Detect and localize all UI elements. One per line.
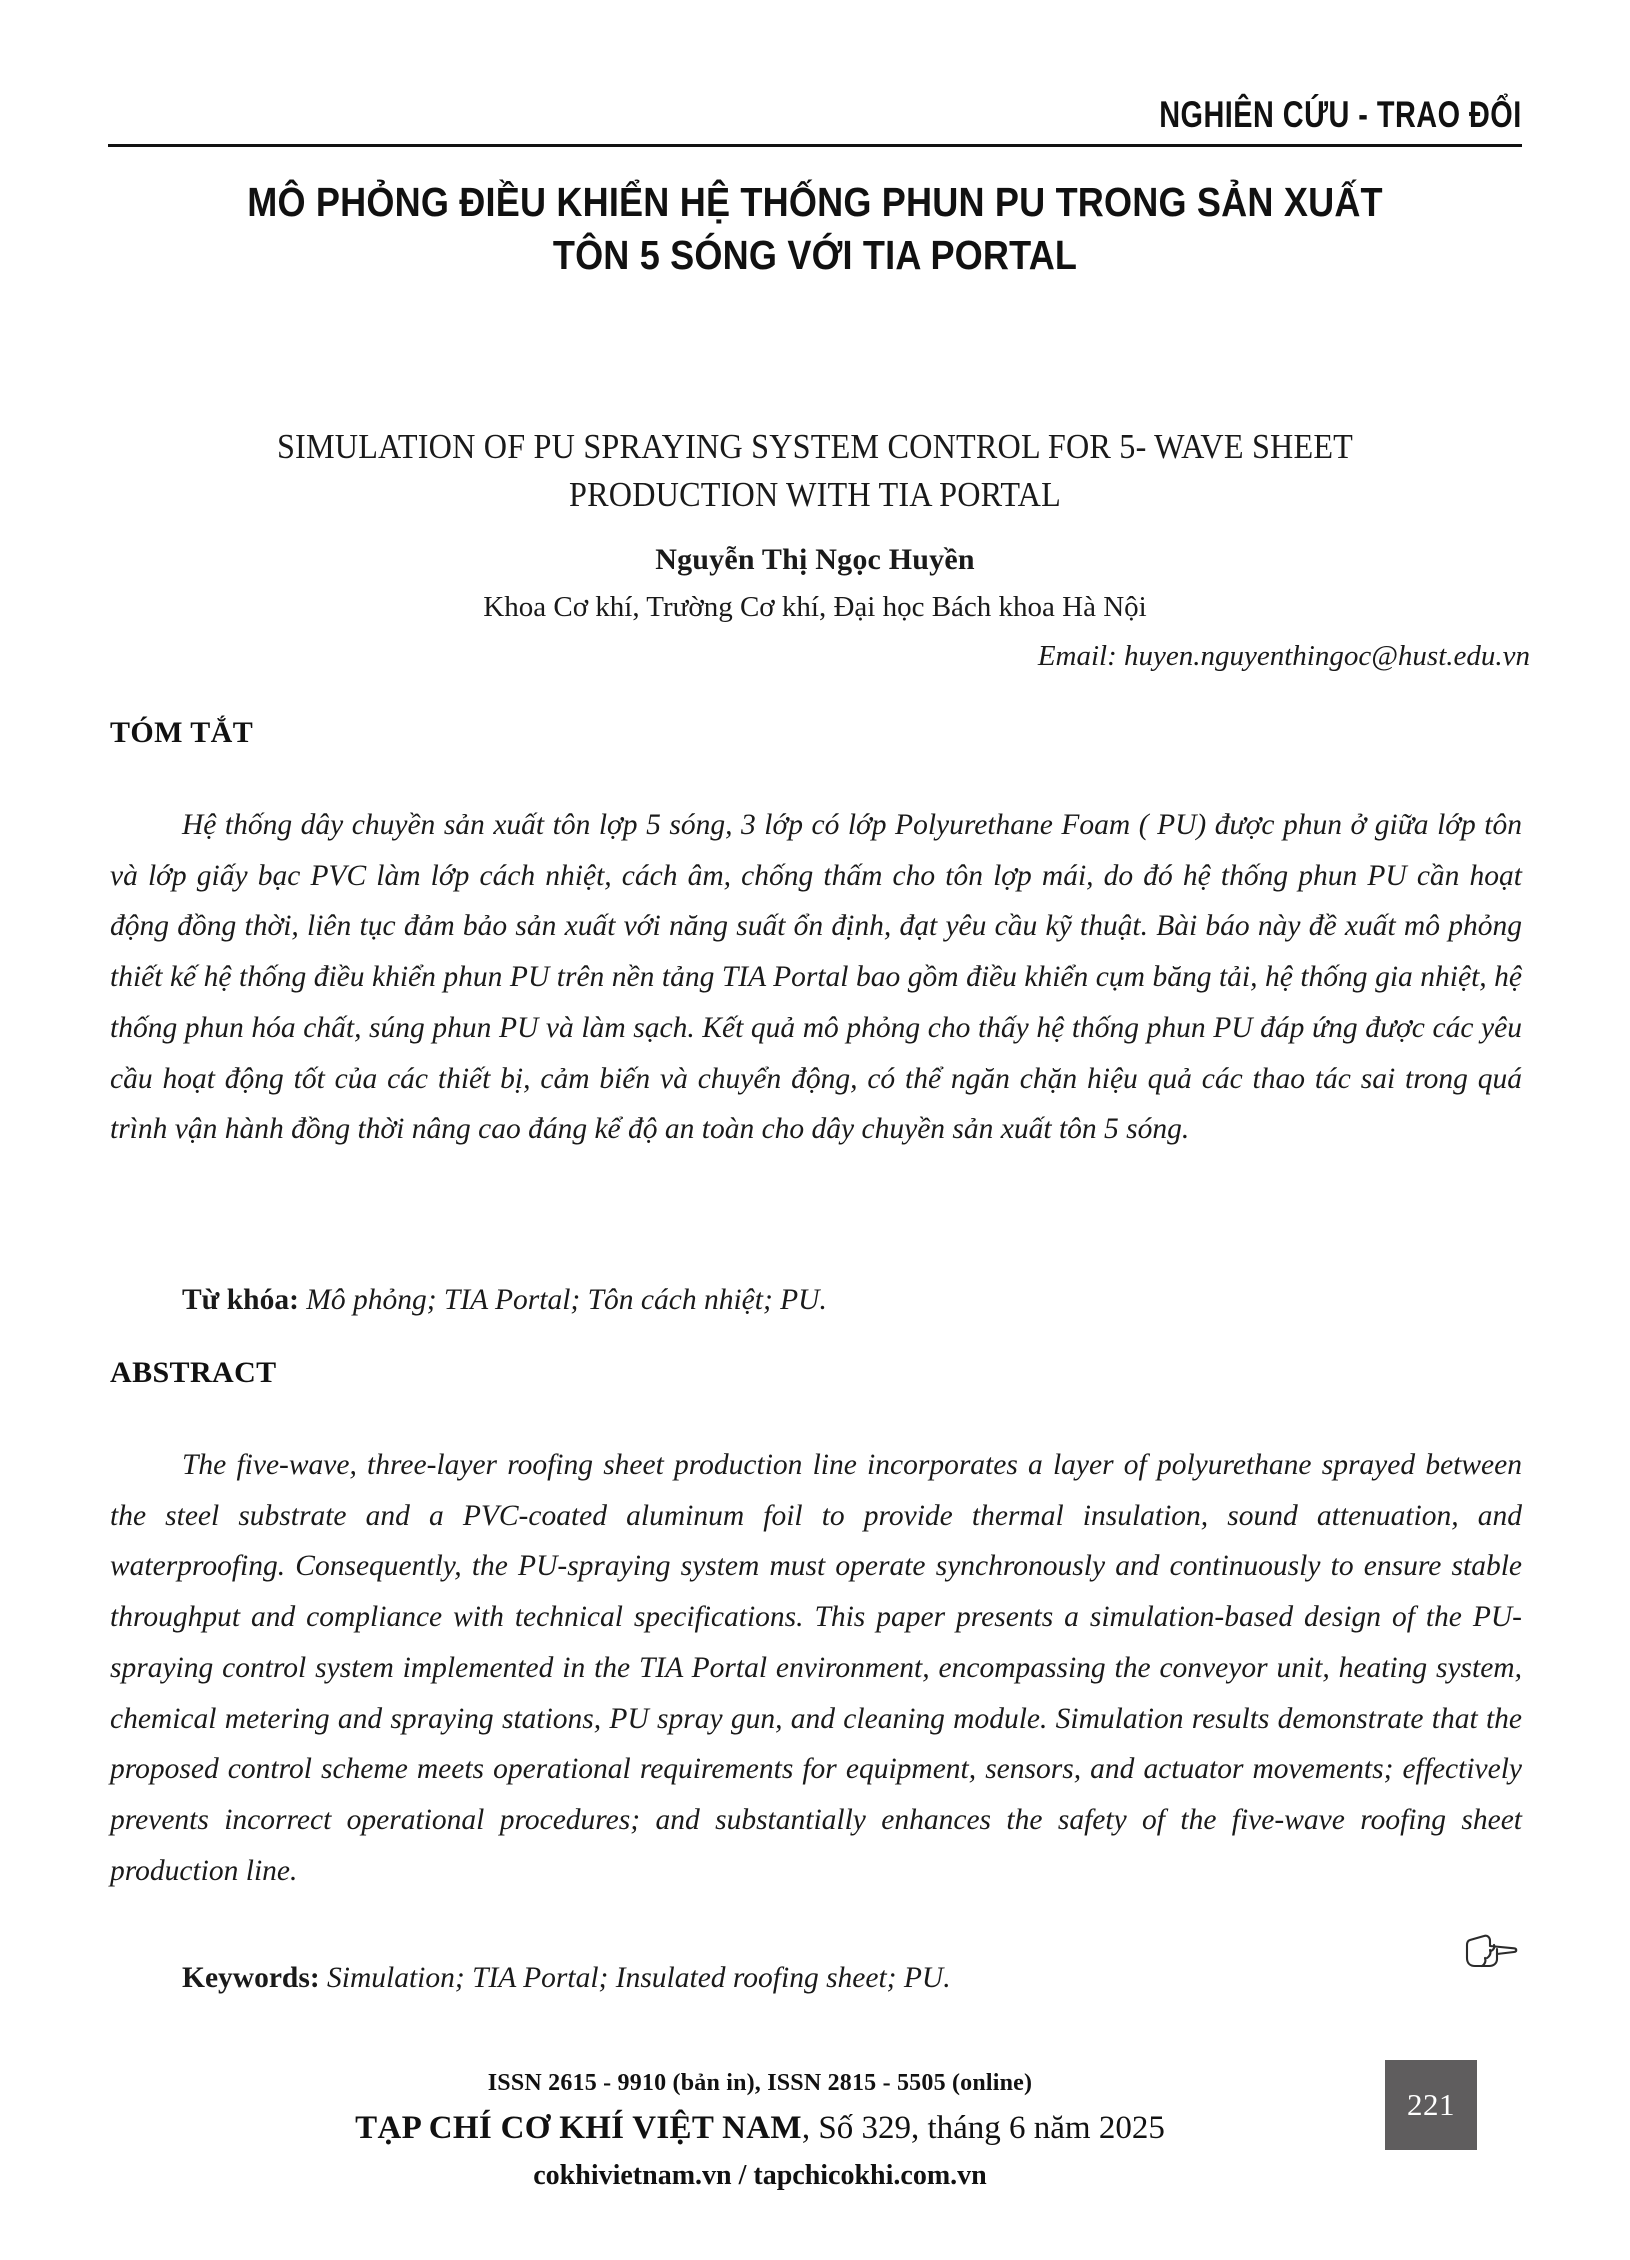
page-title-english	[150, 423, 1480, 520]
footer-issn: ISSN 2615 - 9910 (bản in), ISSN 2815 - 5505 (online)	[487, 2070, 1033, 2096]
keywords-vietnamese-value: Mô phỏng; TIA Portal; Tôn cách nhiệt; PU.	[306, 1284, 827, 1316]
abstract-vietnamese-text: Hệ thống dây chuyền sản xuất tôn lợp 5 sóng, 3 lớp có lớp Polyurethane Foam ( PU) được phun ở giữa lớp tôn và lớp giấy bạc PVC làm lớp cách nhiệt, cách âm, chống thấm cho tôn lợp mái, do đó hệ thống phun PU cần hoạt động đồng thời, liên tục đảm bảo sản xuất với năng suất ổn định, đạt yêu cầu kỹ thuật. Bài báo này đề xuất mô phỏng thiết kế hệ thống điều khiển phun PU trên nền tảng TIA Portal bao gồm điều khiển cụm băng tải, hệ thống gia nhiệt, hệ thống phun hóa chất, súng phun PU và làm sạch. Kết quả mô phỏng cho thấy hệ thống phun PU đáp ứng được các yêu cầu hoạt động tốt của các thiết bị, cảm biến và chuyển động, có thể ngăn chặn hiệu quả các thao tác sai trong quá trình vận hành đồng thời nâng cao đáng kể độ an toàn cho dây chuyền sản xuất tôn 5 sóng.	[110, 809, 1522, 1146]
abstract-english-text: The five-wave, three-layer roofing sheet production line incorporates a layer of polyurethane sprayed between the steel substrate and a PVC-coated aluminum foil to provide thermal insulation, sound attenuation, and waterproofing. Consequently, the PU-spraying system must operate synchronously and continuously to ensure stable throughput and compliance with technical specifications. This paper presents a simulation-based design of the PU-spraying control system implemented in the TIA Portal environment, encompassing the conveyor unit, heating system, chemical metering and spraying stations, PU spray gun, and cleaning module. Simulation results demonstrate that the proposed control scheme meets operational requirements for equipment, sensors, and actuator movements; effectively prevents incorrect operational procedures; and substantially enhances the safety of the five-wave roofing sheet production line.	[110, 1449, 1522, 1887]
page-footer	[110, 2068, 1410, 2195]
header-divider	[108, 144, 1522, 147]
author-name: Nguyễn Thị Ngọc Huyền	[655, 543, 975, 576]
running-header-title: NGHIÊN CỨU - TRAO ĐỔI	[1159, 94, 1522, 135]
title-en-line-1: SIMULATION OF PU SPRAYING SYSTEM CONTROL FOR 5- WAVE SHEET	[276, 427, 1354, 466]
author-email[interactable]: Email: huyen.nguyenthingoc@hust.edu.vn	[1037, 640, 1530, 672]
keywords-english-label: Keywords:	[182, 1962, 320, 1994]
page-number: 221	[1407, 2087, 1455, 2122]
title-vi-line-1: MÔ PHỎNG ĐIỀU KHIỂN HỆ THỐNG PHUN PU TRONG SẢN XUẤT	[247, 179, 1383, 225]
keywords-english	[110, 1955, 1522, 2002]
title-vi-line-2: TÔN 5 SÓNG VỚI TIA PORTAL	[552, 232, 1078, 279]
section-heading-abstract: ABSTRACT	[110, 1356, 277, 1389]
footer-website[interactable]: cokhivietnam.vn / tapchicokhi.com.vn	[533, 2160, 987, 2192]
keywords-vietnamese	[110, 1277, 1522, 1324]
keywords-english-value: Simulation; TIA Portal; Insulated roofing sheet; PU.	[327, 1962, 951, 1994]
page-title-vietnamese	[110, 176, 1520, 283]
keywords-vietnamese-label: Từ khóa:	[182, 1284, 299, 1316]
title-en-line-2: PRODUCTION WITH TIA PORTAL	[569, 475, 1061, 515]
pointing-hand-icon	[1456, 1925, 1520, 1977]
running-header	[108, 96, 1522, 135]
footer-journal-issue: , Số 329, tháng 6 năm 2025	[801, 2110, 1165, 2147]
page-number-badge	[1385, 2060, 1477, 2150]
author-affiliation: Khoa Cơ khí, Trường Cơ khí, Đại học Bách khoa Hà Nội	[483, 591, 1147, 623]
footer-journal-line	[110, 2105, 1410, 2152]
section-heading-tomtat: TÓM TẮT	[110, 716, 254, 749]
footer-journal-name: TẠP CHÍ CƠ KHÍ VIỆT NAM	[355, 2110, 802, 2147]
